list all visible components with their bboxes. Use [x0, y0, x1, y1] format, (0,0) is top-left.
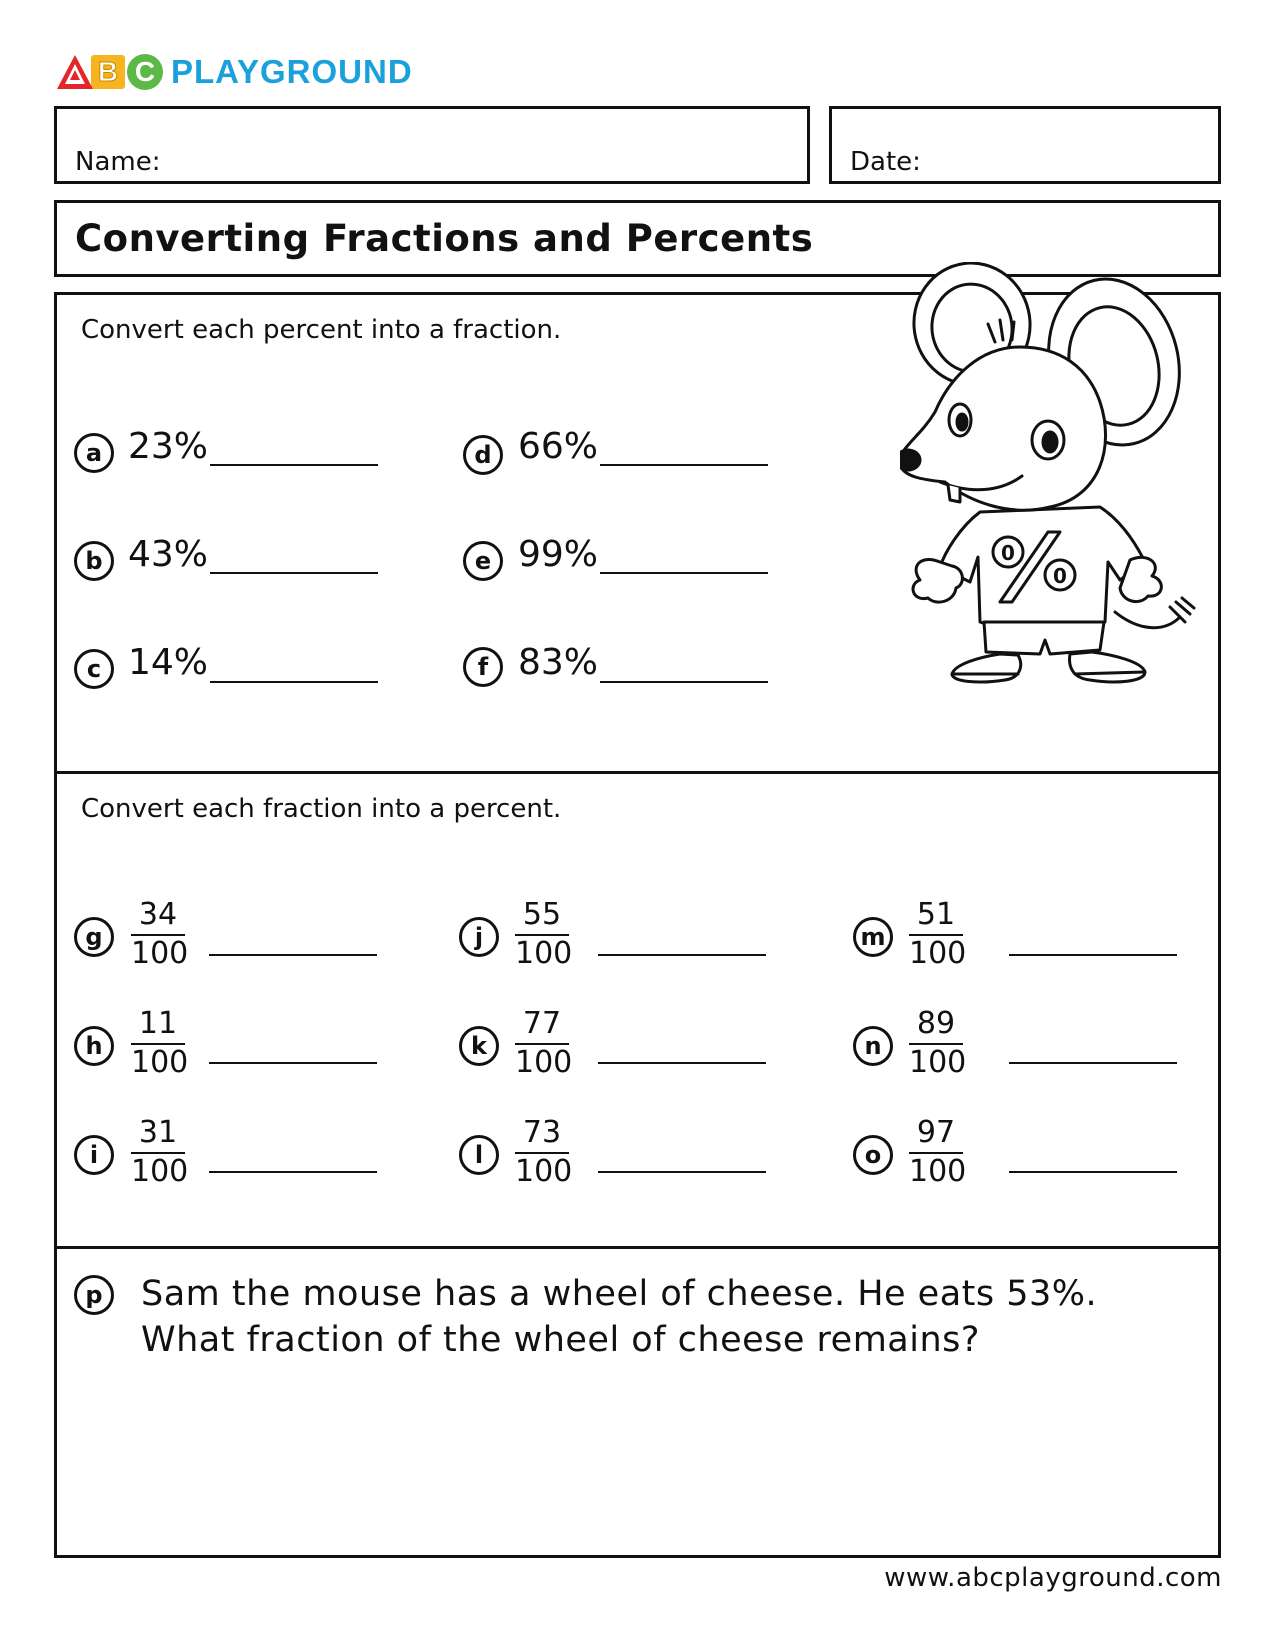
fraction-n-numerator: 89 — [916, 1006, 956, 1041]
instruction-2: Convert each fraction into a percent. — [81, 794, 562, 824]
item-value-e: 99% — [518, 534, 599, 575]
fraction-o-numerator: 97 — [916, 1115, 956, 1150]
fraction-l — [515, 1115, 573, 1189]
section-word-problem — [54, 1246, 1221, 1558]
logo-letter-a-icon — [55, 53, 95, 91]
fraction-g-denominator: 100 — [131, 936, 189, 971]
fraction-i-denominator: 100 — [131, 1154, 189, 1189]
fraction-m-denominator: 100 — [909, 936, 967, 971]
answer-line-l[interactable] — [598, 1171, 766, 1173]
fraction-j — [515, 897, 573, 971]
fraction-g-numerator: 34 — [138, 897, 178, 932]
item-value-c: 14% — [128, 642, 209, 683]
svg-text:0: 0 — [1053, 564, 1067, 588]
date-label: Date: — [850, 147, 921, 177]
item-letter-p: p — [74, 1275, 114, 1315]
item-letter-l: l — [459, 1135, 499, 1175]
item-letter-h: h — [74, 1026, 114, 1066]
answer-area[interactable] — [141, 1369, 1201, 1539]
name-field[interactable] — [54, 106, 810, 184]
item-letter-n: n — [853, 1026, 893, 1066]
item-letter-o: o — [853, 1135, 893, 1175]
item-letter-j: j — [459, 917, 499, 957]
fraction-n — [909, 1006, 967, 1080]
answer-line-f[interactable] — [600, 681, 768, 683]
logo-letter-c-icon: C — [127, 54, 163, 90]
fraction-j-denominator: 100 — [515, 936, 573, 971]
abc-playground-logo — [55, 52, 413, 92]
fraction-j-numerator: 55 — [522, 897, 562, 932]
item-letter-e: e — [463, 541, 503, 581]
item-value-d: 66% — [518, 426, 599, 467]
fraction-k-numerator: 77 — [522, 1006, 562, 1041]
item-value-a: 23% — [128, 426, 209, 467]
item-letter-a: a — [74, 433, 114, 473]
fraction-h — [131, 1006, 189, 1080]
fraction-m-numerator: 51 — [916, 897, 956, 932]
fraction-l-numerator: 73 — [522, 1115, 562, 1150]
fraction-i — [131, 1115, 189, 1189]
fraction-n-denominator: 100 — [909, 1045, 967, 1080]
word-problem-text — [141, 1271, 1141, 1363]
item-letter-k: k — [459, 1026, 499, 1066]
name-label: Name: — [75, 147, 161, 177]
worksheet-title: Converting Fractions and Percents — [75, 217, 814, 260]
footer-url[interactable]: www.abcplayground.com — [884, 1563, 1222, 1593]
item-letter-m: m — [853, 917, 893, 957]
fraction-h-numerator: 11 — [138, 1006, 178, 1041]
answer-line-a[interactable] — [210, 464, 378, 466]
answer-line-m[interactable] — [1009, 954, 1177, 956]
item-letter-b: b — [74, 541, 114, 581]
answer-line-i[interactable] — [209, 1171, 377, 1173]
item-value-b: 43% — [128, 534, 209, 575]
fraction-l-denominator: 100 — [515, 1154, 573, 1189]
fraction-m — [909, 897, 967, 971]
mouse-mascot-illustration — [900, 262, 1210, 722]
answer-line-j[interactable] — [598, 954, 766, 956]
item-letter-g: g — [74, 917, 114, 957]
fraction-i-numerator: 31 — [138, 1115, 178, 1150]
svg-text:0: 0 — [1001, 541, 1015, 565]
word-problem-line-1: Sam the mouse has a wheel of cheese. He eats 53%. — [141, 1274, 1098, 1314]
fraction-o — [909, 1115, 967, 1189]
word-problem-line-2: What fraction of the wheel of cheese remains? — [141, 1320, 980, 1360]
date-field[interactable] — [829, 106, 1221, 184]
answer-line-k[interactable] — [598, 1062, 766, 1064]
fraction-k — [515, 1006, 573, 1080]
logo-wordmark: PLAYGROUND — [171, 53, 413, 90]
fraction-k-denominator: 100 — [515, 1045, 573, 1080]
logo-letter-b-icon: B — [91, 55, 125, 89]
fraction-h-denominator: 100 — [131, 1045, 189, 1080]
item-letter-i: i — [74, 1135, 114, 1175]
item-letter-c: c — [74, 649, 114, 689]
answer-line-h[interactable] — [209, 1062, 377, 1064]
answer-line-c[interactable] — [210, 681, 378, 683]
section-fraction-to-percent — [54, 771, 1221, 1249]
fraction-g — [131, 897, 189, 971]
fraction-o-denominator: 100 — [909, 1154, 967, 1189]
item-value-f: 83% — [518, 642, 599, 683]
answer-line-e[interactable] — [600, 572, 768, 574]
instruction-1: Convert each percent into a fraction. — [81, 315, 562, 345]
answer-line-d[interactable] — [600, 464, 768, 466]
answer-line-n[interactable] — [1009, 1062, 1177, 1064]
answer-line-o[interactable] — [1009, 1171, 1177, 1173]
answer-line-b[interactable] — [210, 572, 378, 574]
item-letter-d: d — [463, 435, 503, 475]
item-letter-f: f — [463, 647, 503, 687]
answer-line-g[interactable] — [209, 954, 377, 956]
